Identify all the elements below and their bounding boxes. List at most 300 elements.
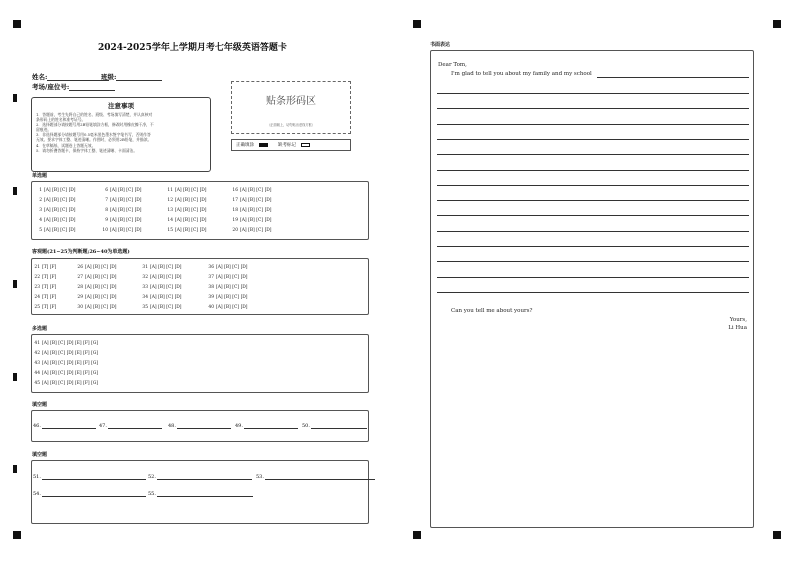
answer-bubble[interactable]: [A] (216, 295, 223, 300)
question-row (102, 218, 143, 223)
answer-bubble[interactable]: [C] (101, 305, 109, 310)
answer-bubble[interactable]: [F] (49, 295, 57, 300)
answer-bubble[interactable]: [D] (134, 188, 142, 193)
writing-heading: 书面表达 (430, 42, 451, 48)
answer-bubble[interactable]: [B] (118, 218, 125, 223)
answer-bubble[interactable]: [D] (264, 198, 272, 203)
answer-bubble[interactable]: [C] (256, 228, 264, 233)
answer-bubble[interactable]: [D] (199, 228, 207, 233)
answer-bubble[interactable]: [A] (85, 285, 92, 290)
answer-bubble[interactable]: [B] (118, 198, 125, 203)
marking-legend (231, 139, 351, 151)
answer-bubble[interactable]: [D] (174, 285, 182, 290)
question-number: 26 (77, 265, 83, 270)
question-row (36, 228, 77, 233)
answer-bubble[interactable]: [A] (85, 295, 92, 300)
fill-blank-item (33, 423, 96, 429)
answer-bubble[interactable]: [A] (150, 285, 157, 290)
writing-line[interactable] (437, 277, 749, 278)
answer-bubble[interactable]: [A] (42, 361, 49, 366)
answer-bubble[interactable]: [C] (256, 198, 264, 203)
timing-mark (13, 465, 17, 473)
writing-line[interactable] (437, 292, 749, 293)
corner-mark (13, 20, 21, 28)
notice-line: 5．请勿折叠答题卡，保持字体工整、笔迹清晰、卡面清洁。 (36, 147, 138, 153)
answer-bubble[interactable]: [D] (264, 218, 272, 223)
question-number: 23 (34, 285, 40, 290)
answer-bubble[interactable]: [A] (216, 285, 223, 290)
answer-bubble[interactable]: [B] (118, 188, 125, 193)
question-number: 2 (39, 198, 42, 203)
name-label: 姓名: (32, 73, 48, 81)
answer-bubble[interactable]: [C] (58, 341, 66, 346)
answer-bubble[interactable]: [D] (109, 265, 117, 270)
answer-bubble[interactable]: [B] (224, 305, 231, 310)
question-number: 6 (105, 188, 108, 193)
answer-bubble[interactable]: [A] (42, 351, 49, 356)
answer-bubble[interactable]: [A] (44, 198, 51, 203)
answer-bubble[interactable]: [A] (42, 341, 49, 346)
question-number: 11 (167, 188, 173, 193)
answer-bubble[interactable]: [C] (191, 208, 199, 213)
absent-mark-checkbox[interactable] (301, 143, 310, 147)
answer-bubble[interactable]: [B] (224, 285, 231, 290)
answer-bubble[interactable]: [E] (75, 341, 82, 346)
answer-bubble[interactable]: [D] (109, 275, 117, 280)
answer-bubble[interactable]: [D] (264, 228, 272, 233)
answer-bubble[interactable]: [B] (93, 265, 100, 270)
answer-bubble[interactable]: [D] (199, 218, 207, 223)
answer-bubble[interactable]: [F] (83, 341, 90, 346)
answer-bubble[interactable]: [C] (101, 295, 109, 300)
answer-bubble[interactable]: [D] (264, 188, 272, 193)
answer-bubble[interactable]: [C] (58, 371, 66, 376)
answer-bubble[interactable]: [A] (42, 371, 49, 376)
answer-bubble[interactable]: [G] (91, 351, 99, 356)
answer-bubble[interactable]: [C] (126, 208, 134, 213)
answer-bubble[interactable]: [B] (248, 188, 255, 193)
question-row (77, 265, 118, 270)
answer-bubble[interactable]: [F] (49, 285, 57, 290)
question-number: 20 (232, 228, 238, 233)
answer-bubble[interactable]: [D] (240, 265, 248, 270)
name-field[interactable] (32, 72, 109, 81)
answer-bubble[interactable]: [B] (93, 285, 100, 290)
answer-bubble[interactable]: [C] (166, 285, 174, 290)
answer-bubble[interactable]: [A] (44, 218, 51, 223)
question-row (208, 265, 249, 270)
answer-bubble[interactable]: [D] (134, 218, 142, 223)
answer-bubble[interactable]: [D] (109, 305, 117, 310)
writing-line[interactable] (437, 170, 749, 171)
answer-bubble[interactable]: [B] (118, 208, 125, 213)
answer-bubble[interactable]: [B] (224, 275, 231, 280)
answer-bubble[interactable]: [A] (110, 208, 117, 213)
answer-bubble[interactable]: [D] (199, 208, 207, 213)
question-row (34, 305, 58, 310)
answer-bubble[interactable]: [B] (224, 265, 231, 270)
question-number: 37 (208, 275, 214, 280)
answer-bubble[interactable]: [F] (83, 361, 90, 366)
answer-bubble[interactable]: [B] (52, 188, 59, 193)
writing-line[interactable] (437, 124, 749, 125)
answer-bubble[interactable]: [B] (158, 305, 165, 310)
writing-line[interactable] (437, 93, 749, 94)
question-number: 40 (208, 305, 214, 310)
answer-bubble[interactable]: [B] (52, 208, 59, 213)
answer-bubble[interactable]: [A] (110, 218, 117, 223)
fill-blank-box-1 (31, 410, 369, 442)
answer-bubble[interactable]: [C] (166, 265, 174, 270)
answer-bubble[interactable]: [B] (183, 208, 190, 213)
seat-field[interactable] (32, 82, 115, 91)
blank-input[interactable] (244, 423, 298, 429)
answer-bubble[interactable]: [C] (232, 305, 240, 310)
fill-blank-box-2 (31, 460, 369, 524)
answer-bubble[interactable]: [C] (191, 188, 199, 193)
writing-line[interactable] (437, 154, 749, 155)
answer-bubble[interactable]: [B] (93, 295, 100, 300)
filled-sample-icon (259, 143, 268, 147)
answer-bubble[interactable]: [A] (44, 188, 51, 193)
blank-input[interactable] (157, 474, 252, 480)
answer-bubble[interactable]: [D] (199, 188, 207, 193)
answer-bubble[interactable]: [E] (75, 351, 82, 356)
answer-bubble[interactable]: [A] (175, 218, 182, 223)
barcode-title: 贴条形码区 (266, 96, 316, 107)
answer-bubble[interactable]: [D] (240, 275, 248, 280)
answer-bubble[interactable]: [D] (134, 228, 142, 233)
answer-bubble[interactable]: [C] (60, 198, 68, 203)
answer-bubble[interactable]: [D] (134, 198, 142, 203)
answer-bubble[interactable]: [C] (232, 295, 240, 300)
answer-bubble[interactable]: [C] (126, 218, 134, 223)
answer-bubble[interactable]: [D] (240, 285, 248, 290)
answer-bubble[interactable]: [C] (101, 275, 109, 280)
question-row (34, 275, 58, 280)
answer-bubble[interactable]: [D] (66, 371, 74, 376)
answer-bubble[interactable]: [D] (68, 228, 76, 233)
answer-bubble[interactable]: [B] (52, 218, 59, 223)
answer-bubble[interactable]: [D] (109, 285, 117, 290)
question-row (77, 285, 118, 290)
question-number: 18 (232, 208, 238, 213)
writing-line[interactable] (437, 246, 749, 247)
answer-bubble[interactable]: [C] (166, 275, 174, 280)
answer-bubble[interactable]: [A] (240, 188, 247, 193)
answer-bubble[interactable]: [C] (58, 351, 66, 356)
question-number: 19 (232, 218, 238, 223)
question-row (36, 218, 77, 223)
answer-bubble[interactable]: [F] (83, 371, 90, 376)
question-number: 21 (34, 265, 40, 270)
answer-bubble[interactable]: [A] (240, 228, 247, 233)
question-number: 24 (34, 295, 40, 300)
writing-line[interactable] (437, 261, 749, 262)
answer-bubble[interactable]: [A] (150, 305, 157, 310)
answer-bubble[interactable]: [A] (240, 208, 247, 213)
answer-bubble[interactable]: [A] (175, 228, 182, 233)
fill-blank-item (99, 423, 162, 429)
answer-bubble[interactable]: [A] (150, 275, 157, 280)
blank-number: 49. (235, 423, 243, 429)
blank-number: 55. (148, 491, 156, 497)
question-row (34, 341, 100, 346)
answer-bubble[interactable]: [C] (58, 361, 66, 366)
answer-bubble[interactable]: [A] (216, 275, 223, 280)
notice-line: 2．选择题部分请按题号用2B铅笔填涂方框，修改时用橡皮擦干净，不 (36, 122, 154, 128)
answer-bubble[interactable]: [B] (248, 208, 255, 213)
blank-input[interactable] (265, 474, 375, 480)
fill-blank-item (148, 474, 252, 480)
question-row (167, 198, 208, 203)
answer-bubble[interactable]: [C] (191, 198, 199, 203)
question-row (142, 265, 183, 270)
question-number: 30 (77, 305, 83, 310)
answer-bubble[interactable]: [C] (101, 265, 109, 270)
answer-bubble[interactable]: [B] (50, 371, 57, 376)
answer-bubble[interactable]: [D] (134, 208, 142, 213)
writing-line[interactable] (437, 200, 749, 201)
answer-bubble[interactable]: [D] (68, 218, 76, 223)
question-row (34, 381, 100, 386)
answer-bubble[interactable]: [A] (85, 265, 92, 270)
answer-bubble[interactable]: [E] (75, 381, 82, 386)
answer-bubble[interactable]: [T] (42, 275, 49, 280)
answer-bubble[interactable]: [F] (83, 351, 90, 356)
answer-bubble[interactable]: [B] (50, 381, 57, 386)
blank-input[interactable] (42, 423, 96, 429)
answer-bubble[interactable]: [E] (75, 361, 82, 366)
answer-bubble[interactable]: [D] (66, 351, 74, 356)
question-number: 42 (34, 351, 40, 356)
answer-bubble[interactable]: [B] (248, 228, 255, 233)
question-row (232, 208, 273, 213)
question-row (142, 295, 183, 300)
blank-number: 54. (33, 491, 41, 497)
answer-bubble[interactable]: [T] (42, 305, 49, 310)
timing-mark (13, 94, 17, 102)
answer-bubble[interactable]: [A] (85, 275, 92, 280)
answer-bubble[interactable]: [A] (240, 218, 247, 223)
answer-bubble[interactable]: [C] (60, 228, 68, 233)
single-choice-box (31, 181, 369, 240)
notice-line: 1．答题前，考生先将自己的姓名、班级、考场填写清楚，并认真核对 (36, 112, 153, 117)
blank-input[interactable] (42, 491, 146, 497)
question-number: 39 (208, 295, 214, 300)
answer-bubble[interactable]: [D] (174, 275, 182, 280)
answer-bubble[interactable]: [D] (68, 208, 76, 213)
writing-line[interactable] (437, 139, 749, 140)
letter-greeting: Dear Tom, (438, 62, 467, 68)
answer-bubble[interactable]: [D] (174, 305, 182, 310)
fill-blank-item (33, 474, 146, 480)
answer-bubble[interactable]: [C] (126, 198, 134, 203)
answer-bubble[interactable]: [F] (49, 275, 57, 280)
answer-bubble[interactable]: [A] (150, 295, 157, 300)
answer-bubble[interactable]: [B] (52, 198, 59, 203)
timing-mark (13, 280, 17, 288)
question-row (167, 208, 208, 213)
answer-bubble[interactable]: [G] (91, 371, 99, 376)
answer-bubble[interactable]: [C] (166, 305, 174, 310)
answer-bubble[interactable]: [A] (216, 265, 223, 270)
answer-bubble[interactable]: [A] (44, 228, 51, 233)
answer-bubble[interactable]: [B] (183, 228, 190, 233)
answer-bubble[interactable]: [B] (158, 285, 165, 290)
answer-bubble[interactable]: [G] (91, 361, 99, 366)
question-number: 9 (105, 218, 108, 223)
blank-number: 53. (256, 474, 264, 480)
answer-bubble[interactable]: [D] (240, 305, 248, 310)
question-row (232, 228, 273, 233)
answer-bubble[interactable]: [A] (175, 188, 182, 193)
answer-bubble[interactable]: [G] (91, 341, 99, 346)
answer-bubble[interactable]: [C] (58, 381, 66, 386)
answer-bubble[interactable]: [B] (183, 198, 190, 203)
blank-input[interactable] (42, 474, 146, 480)
letter-signature: Li Hua (728, 325, 747, 331)
question-number: 17 (232, 198, 238, 203)
answer-bubble[interactable]: [B] (118, 228, 125, 233)
answer-bubble[interactable]: [D] (68, 188, 76, 193)
blank-input[interactable] (177, 423, 231, 429)
answer-bubble[interactable]: [D] (68, 198, 76, 203)
answer-bubble[interactable]: [B] (50, 341, 57, 346)
answer-bubble[interactable]: [B] (93, 305, 100, 310)
answer-bubble[interactable]: [D] (240, 295, 248, 300)
answer-bubble[interactable]: [B] (248, 198, 255, 203)
answer-bubble[interactable]: [D] (174, 295, 182, 300)
answer-bubble[interactable]: [C] (126, 188, 134, 193)
answer-bubble[interactable]: [B] (183, 188, 190, 193)
writing-line[interactable] (437, 231, 749, 232)
question-number: 28 (77, 285, 83, 290)
question-number: 10 (102, 228, 108, 233)
answer-bubble[interactable]: [G] (91, 381, 99, 386)
writing-line[interactable] (597, 77, 749, 78)
question-row (102, 198, 143, 203)
answer-bubble[interactable]: [B] (52, 228, 59, 233)
letter-question: Can you tell me about yours? (451, 308, 533, 314)
answer-bubble[interactable]: [A] (150, 265, 157, 270)
answer-bubble[interactable]: [C] (60, 218, 68, 223)
answer-bubble[interactable]: [T] (42, 295, 49, 300)
corner-mark (773, 20, 781, 28)
writing-line[interactable] (437, 108, 749, 109)
answer-bubble[interactable]: [A] (175, 198, 182, 203)
answer-bubble[interactable]: [C] (232, 275, 240, 280)
question-number: 31 (142, 265, 148, 270)
question-number: 7 (105, 198, 108, 203)
answer-bubble[interactable]: [C] (232, 285, 240, 290)
answer-bubble[interactable]: [D] (109, 295, 117, 300)
answer-bubble[interactable]: [A] (240, 198, 247, 203)
answer-bubble[interactable]: [A] (110, 198, 117, 203)
question-number: 29 (77, 295, 83, 300)
answer-bubble[interactable]: [C] (166, 295, 174, 300)
answer-bubble[interactable]: [C] (60, 188, 68, 193)
notice-line: 无效。要求字体工整、笔迹清晰。作图时，必须用2B铅笔，并描浓。 (36, 137, 152, 143)
question-row (208, 295, 249, 300)
answer-bubble[interactable]: [D] (174, 265, 182, 270)
question-row (208, 275, 249, 280)
seat-label: 考场/座位号: (32, 83, 70, 91)
absent-mark-label: 缺考标记 (278, 143, 296, 148)
answer-bubble[interactable]: [T] (42, 285, 49, 290)
answer-bubble[interactable]: [C] (232, 265, 240, 270)
answer-bubble[interactable]: [A] (44, 208, 51, 213)
answer-bubble[interactable]: [C] (256, 208, 264, 213)
answer-bubble[interactable]: [C] (191, 218, 199, 223)
class-field[interactable] (101, 72, 162, 81)
answer-bubble[interactable]: [A] (175, 208, 182, 213)
writing-line[interactable] (437, 215, 749, 216)
question-row (77, 295, 118, 300)
blank-number: 52. (148, 474, 156, 480)
blank-input[interactable] (108, 423, 162, 429)
answer-bubble[interactable]: [B] (158, 295, 165, 300)
question-row (232, 198, 273, 203)
answer-bubble[interactable]: [A] (85, 305, 92, 310)
question-number: 3 (39, 208, 42, 213)
answer-bubble[interactable]: [A] (216, 305, 223, 310)
answer-bubble[interactable]: [T] (42, 265, 49, 270)
objective-box (31, 258, 369, 315)
answer-bubble[interactable]: [B] (248, 218, 255, 223)
answer-bubble[interactable]: [E] (75, 371, 82, 376)
corner-mark (413, 531, 421, 539)
answer-bubble[interactable]: [B] (183, 218, 190, 223)
answer-bubble[interactable]: [D] (66, 381, 74, 386)
answer-bubble[interactable]: [D] (264, 208, 272, 213)
answer-bubble[interactable]: [B] (50, 351, 57, 356)
fill-blank-item (168, 423, 231, 429)
blank-input[interactable] (311, 423, 367, 429)
answer-bubble[interactable]: [B] (224, 295, 231, 300)
question-row (208, 305, 249, 310)
question-number: 4 (39, 218, 42, 223)
question-number: 15 (167, 228, 173, 233)
answer-bubble[interactable]: [B] (158, 265, 165, 270)
question-number: 27 (77, 275, 83, 280)
answer-bubble[interactable]: [B] (50, 361, 57, 366)
writing-line[interactable] (437, 185, 749, 186)
answer-bubble[interactable]: [C] (101, 285, 109, 290)
answer-bubble[interactable]: [B] (93, 275, 100, 280)
answer-bubble[interactable]: [C] (256, 188, 264, 193)
fill-blank-item (302, 423, 367, 429)
answer-bubble[interactable]: [C] (60, 208, 68, 213)
answer-bubble[interactable]: [C] (191, 228, 199, 233)
answer-bubble[interactable]: [C] (126, 228, 134, 233)
answer-bubble[interactable]: [D] (66, 361, 74, 366)
answer-bubble[interactable]: [D] (199, 198, 207, 203)
answer-bubble[interactable]: [B] (158, 275, 165, 280)
question-row (34, 361, 100, 366)
answer-bubble[interactable]: [D] (66, 341, 74, 346)
answer-bubble[interactable]: [A] (110, 228, 117, 233)
answer-bubble[interactable]: [A] (42, 381, 49, 386)
answer-bubble[interactable]: [F] (83, 381, 90, 386)
letter-intro: I'm glad to tell you about my family and my school (451, 71, 592, 77)
blank-input[interactable] (157, 491, 253, 497)
answer-bubble[interactable]: [F] (49, 265, 57, 270)
question-number: 8 (105, 208, 108, 213)
answer-bubble[interactable]: [F] (49, 305, 57, 310)
answer-bubble[interactable]: [C] (256, 218, 264, 223)
answer-bubble[interactable]: [A] (110, 188, 117, 193)
